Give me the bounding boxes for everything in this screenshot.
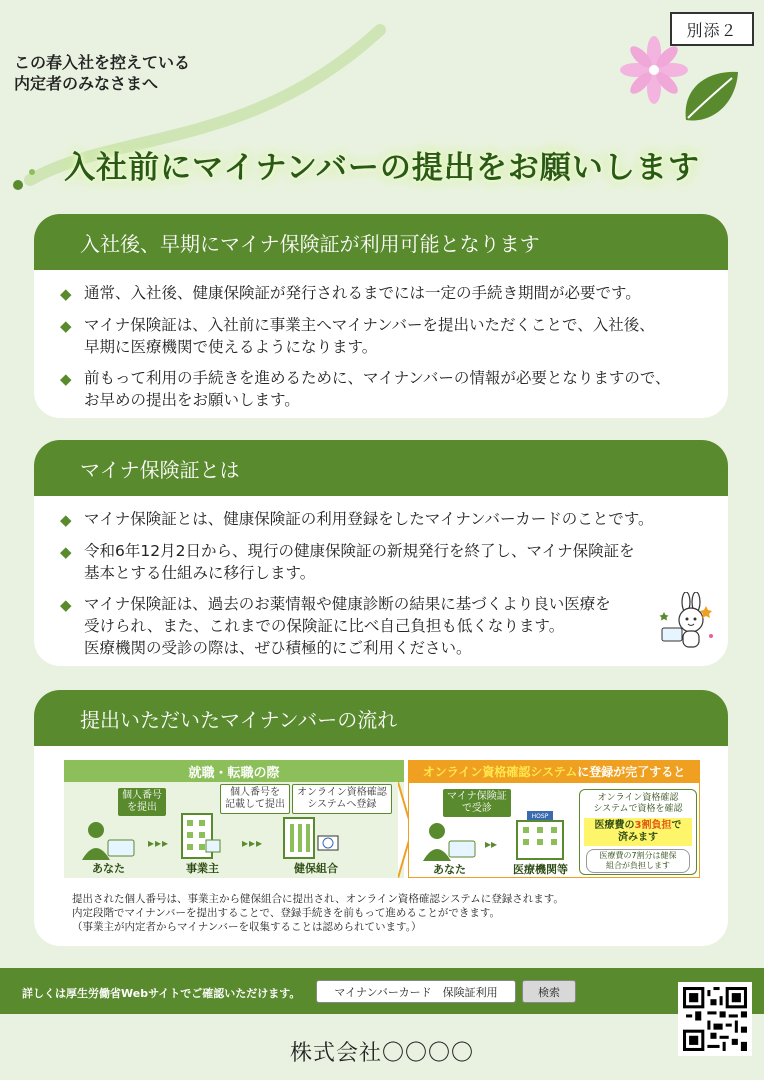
node-medical-institution: 医療機関等 xyxy=(513,863,568,876)
search-button[interactable]: 検索 xyxy=(522,980,576,1003)
main-title: 入社前にマイナンバーの提出をお願いします xyxy=(64,150,700,186)
section-heading: 提出いただいたマイナンバーの流れ xyxy=(34,690,728,746)
bullet-text: 令和6年12月2日から、現行の健康保険証の新規発行を終了し、マイナ保険証を xyxy=(84,542,635,560)
result-note-line: 医療費の7割分は健保 xyxy=(599,851,677,860)
result-pay-suffix: で xyxy=(671,820,682,831)
result-pay-line2: 済みます xyxy=(618,832,658,843)
bullet-text: 医療機関の受診の際は、ぜひ積極的にご利用ください。 xyxy=(84,639,472,657)
bullet-list xyxy=(34,496,728,659)
bullet-item xyxy=(58,367,708,411)
arrow-dots-icon: ▸▸ xyxy=(485,837,498,851)
section-mynumber-flow xyxy=(34,690,728,946)
bullet-text: お早めの提出をお願いします。 xyxy=(84,391,300,409)
diamond-icon: ◆ xyxy=(60,511,72,529)
node-health-union: 健保組合 xyxy=(294,862,338,875)
bullet-item xyxy=(58,508,708,531)
flower-leaf-icon xyxy=(612,28,742,128)
intro-text xyxy=(14,52,190,94)
section-early-use xyxy=(34,214,728,418)
section-heading: マイナ保険証とは xyxy=(34,440,728,496)
bullet-item xyxy=(58,282,708,305)
node-you: あなた xyxy=(92,862,125,875)
flow-diagram xyxy=(64,760,700,878)
bullet-text: 基本とする仕組みに移行します。 xyxy=(84,564,316,582)
bullet-text: マイナ保険証とは、健康保険証の利用登録をしたマイナンバーカードのことです。 xyxy=(84,510,654,528)
bullet-text: マイナ保険証は、入社前に事業主へマイナンバーを提出いただくことで、入社後、 xyxy=(84,316,655,334)
result-title: システムで資格を確認 xyxy=(593,804,683,814)
bullet-item xyxy=(58,540,708,584)
flow-band-highlight: オンライン資格確認システム xyxy=(422,764,578,779)
bullet-text: 受けられ、また、これまでの保険証に比べ自己負担も低くなります。 xyxy=(84,617,565,635)
node-you-2: あなた xyxy=(433,863,466,876)
section-heading: 入社後、早期にマイナ保険証が利用可能となります xyxy=(34,214,728,270)
arrow-dots-icon: ▸▸▸ xyxy=(242,836,264,850)
flow-right-panel xyxy=(408,782,700,878)
tag-line: を提出 xyxy=(127,802,157,813)
company-name: 株式会社〇〇〇〇 xyxy=(289,1041,474,1066)
footer-text: 詳しくは厚生労働省Webサイトでご確認いただけます。 xyxy=(22,987,301,1000)
flow-left-panel xyxy=(64,782,404,878)
tag-line: 個人番号 xyxy=(122,790,162,801)
diamond-icon: ◆ xyxy=(60,370,72,388)
diamond-icon: ◆ xyxy=(60,596,72,614)
bullet-text: マイナ保険証は、過去のお薬情報や健康診断の結果に基づくより良い医療を xyxy=(84,595,611,613)
attachment-label: 別添２ xyxy=(670,12,754,46)
bullet-text: 前もって利用の手続きを進めるために、マイナンバーの情報が必要となりますので、 xyxy=(84,369,671,387)
person-card-icon xyxy=(423,821,483,863)
result-note xyxy=(586,849,690,873)
diamond-icon: ◆ xyxy=(60,543,72,561)
flow-note: 内定段階でマイナンバーを提出することで、登録手続きを前もって進めることができます。 xyxy=(72,907,500,919)
intro-line-1: この春入社を控えている xyxy=(14,53,191,72)
flow-band-registered xyxy=(408,760,700,782)
building-employer-icon xyxy=(178,808,222,860)
hospital-icon xyxy=(513,809,569,861)
bullet-text: 通常、入社後、健康保険証が発行されるまでには一定の手続き期間が必要です。 xyxy=(84,284,641,302)
tag-visit-with-card xyxy=(443,789,511,817)
section-what-is-myna xyxy=(34,440,728,666)
building-union-icon xyxy=(280,808,340,860)
tag-submit-number xyxy=(118,788,166,816)
flow-band-suffix: に登録が完了すると xyxy=(577,764,686,779)
person-card-icon xyxy=(82,820,142,862)
flow-note: （事業主が内定者からマイナンバーを収集することは認められています。） xyxy=(72,921,422,933)
result-title: オンライン資格確認 xyxy=(597,793,679,803)
tag-line: で受診 xyxy=(461,803,492,814)
intro-line-2: 内定者のみなさまへ xyxy=(14,74,159,93)
arrow-dots-icon: ▸▸▸ xyxy=(148,836,170,850)
result-box xyxy=(579,789,697,875)
result-pay-ratio: 3割負担 xyxy=(634,820,672,831)
diamond-icon: ◆ xyxy=(60,285,72,303)
bullet-item xyxy=(58,314,708,358)
tag-line: マイナ保険証 xyxy=(447,791,507,802)
tag-line: システムへ登録 xyxy=(307,799,377,810)
footer-band xyxy=(0,968,764,1014)
result-payment xyxy=(584,818,692,846)
tag-line: 個人番号を xyxy=(230,787,280,798)
flow-note: 提出された個人番号は、事業主から健保組合に提出され、オンライン資格確認システムに登録されます。 xyxy=(72,893,564,905)
result-pay-prefix: 医療費の xyxy=(594,820,635,831)
result-note-line: 組合が負担します xyxy=(606,861,670,870)
diamond-icon: ◆ xyxy=(60,317,72,335)
tag-line: オンライン資格確認 xyxy=(297,787,387,798)
bullet-item xyxy=(58,593,708,659)
flow-band-employment: 就職・転職の際 xyxy=(64,760,404,782)
bullet-text: 早期に医療機関で使えるようになります。 xyxy=(84,338,378,356)
flow-notes xyxy=(72,892,564,934)
tag-line: 記載して提出 xyxy=(225,799,285,810)
hospital-sign-text: HOSP xyxy=(531,813,549,820)
bullet-list xyxy=(34,270,728,411)
mascot-rabbit-icon xyxy=(656,592,720,656)
search-input[interactable]: マイナンバーカード 保険証利用 xyxy=(316,980,516,1003)
node-employer: 事業主 xyxy=(186,862,219,875)
